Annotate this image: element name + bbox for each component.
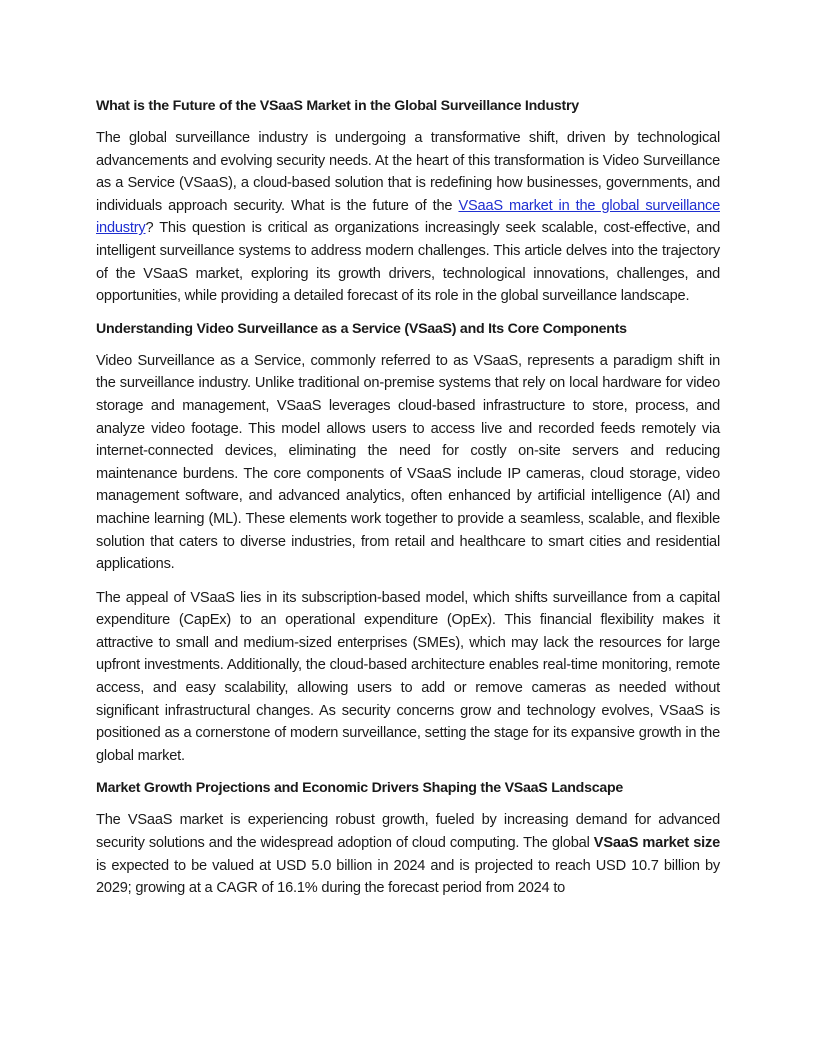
growth-text-after-bold: is expected to be valued at USD 5.0 billion in 2024 and is projected to reach USD 10.7 billion by 2029; growing at a CAGR of 16.1% during the forecast period from 2024 to: [96, 857, 720, 897]
section-heading-core-components: Understanding Video Surveillance as a Service (VSaaS) and Its Core Components: [96, 320, 627, 337]
vsaas-market-link[interactable]: VSaaS market in the global surveillance industry: [96, 197, 720, 237]
document-page: [96, 96, 720, 911]
market-size-keyword: VSaaS market size: [593, 835, 720, 852]
core-components-paragraph-1: Video Surveillance as a Service, commonly referred to as VSaaS, represents a paradigm shift in the surveillance industry. Unlike traditional on-premise systems that rely on local hardware for video storage and management, VSaaS leverages cloud-based infrastructure to store, process, and analyze video footage. This model allows users to access live and recorded feeds remotely via internet-connected devices, eliminating the need for costly on-site servers and reducing maintenance burdens. The core components of VSaaS include IP cameras, cloud storage, video management software, and advanced analytics, often enhanced by artificial intelligence (AI) and machine learning (ML). These elements work together to provide a seamless, scalable, and flexible solution that caters to diverse industries, from retail and healthcare to smart cities and residential applications.: [96, 352, 720, 573]
document-title: What is the Future of the VSaaS Market in the Global Surveillance Industry: [96, 98, 579, 114]
core-components-paragraph-2: The appeal of VSaaS lies in its subscription-based model, which shifts surveillance from a capital expenditure (CapEx) to an operational expenditure (OpEx). This financial flexibility makes it attractive to small and medium-sized enterprises (SMEs), which may lack the resources for large upfront investments. Additionally, the cloud-based architecture enables real-time monitoring, remote access, and easy scalability, allowing users to add or remove cameras as needed without significant infrastructural changes. As security concerns grow and technology evolves, VSaaS is positioned as a cornerstone of modern surveillance, setting the stage for its expansive growth in the global market.: [96, 589, 720, 764]
intro-text-before-link: The global surveillance industry is undergoing a transformative shift, driven by technological advancements and evolving security needs. At the heart of this transformation is Video Surveillance as a Service (VSaaS), a cloud-based solution that is redefining how businesses, governments, and individuals approach security. What is the future of the: [96, 130, 720, 214]
market-growth-paragraph: [96, 809, 720, 899]
growth-text-before-bold: The VSaaS market is experiencing robust growth, fueled by increasing demand for advanced security solutions and the widespread adoption of cloud computing. The global: [96, 812, 720, 852]
intro-paragraph: [96, 127, 720, 308]
intro-text-after-link: ? This question is critical as organizations increasingly seek scalable, cost-effective, and intelligent surveillance systems to address modern challenges. This article delves into the trajectory of the VSaaS market, exploring its growth drivers, technological innovations, challenges, and opportunities, while providing a detailed forecast of its role in the global surveillance landscape.: [96, 220, 720, 305]
section-heading-market-growth: Market Growth Projections and Economic Drivers Shaping the VSaaS Landscape: [96, 780, 624, 797]
